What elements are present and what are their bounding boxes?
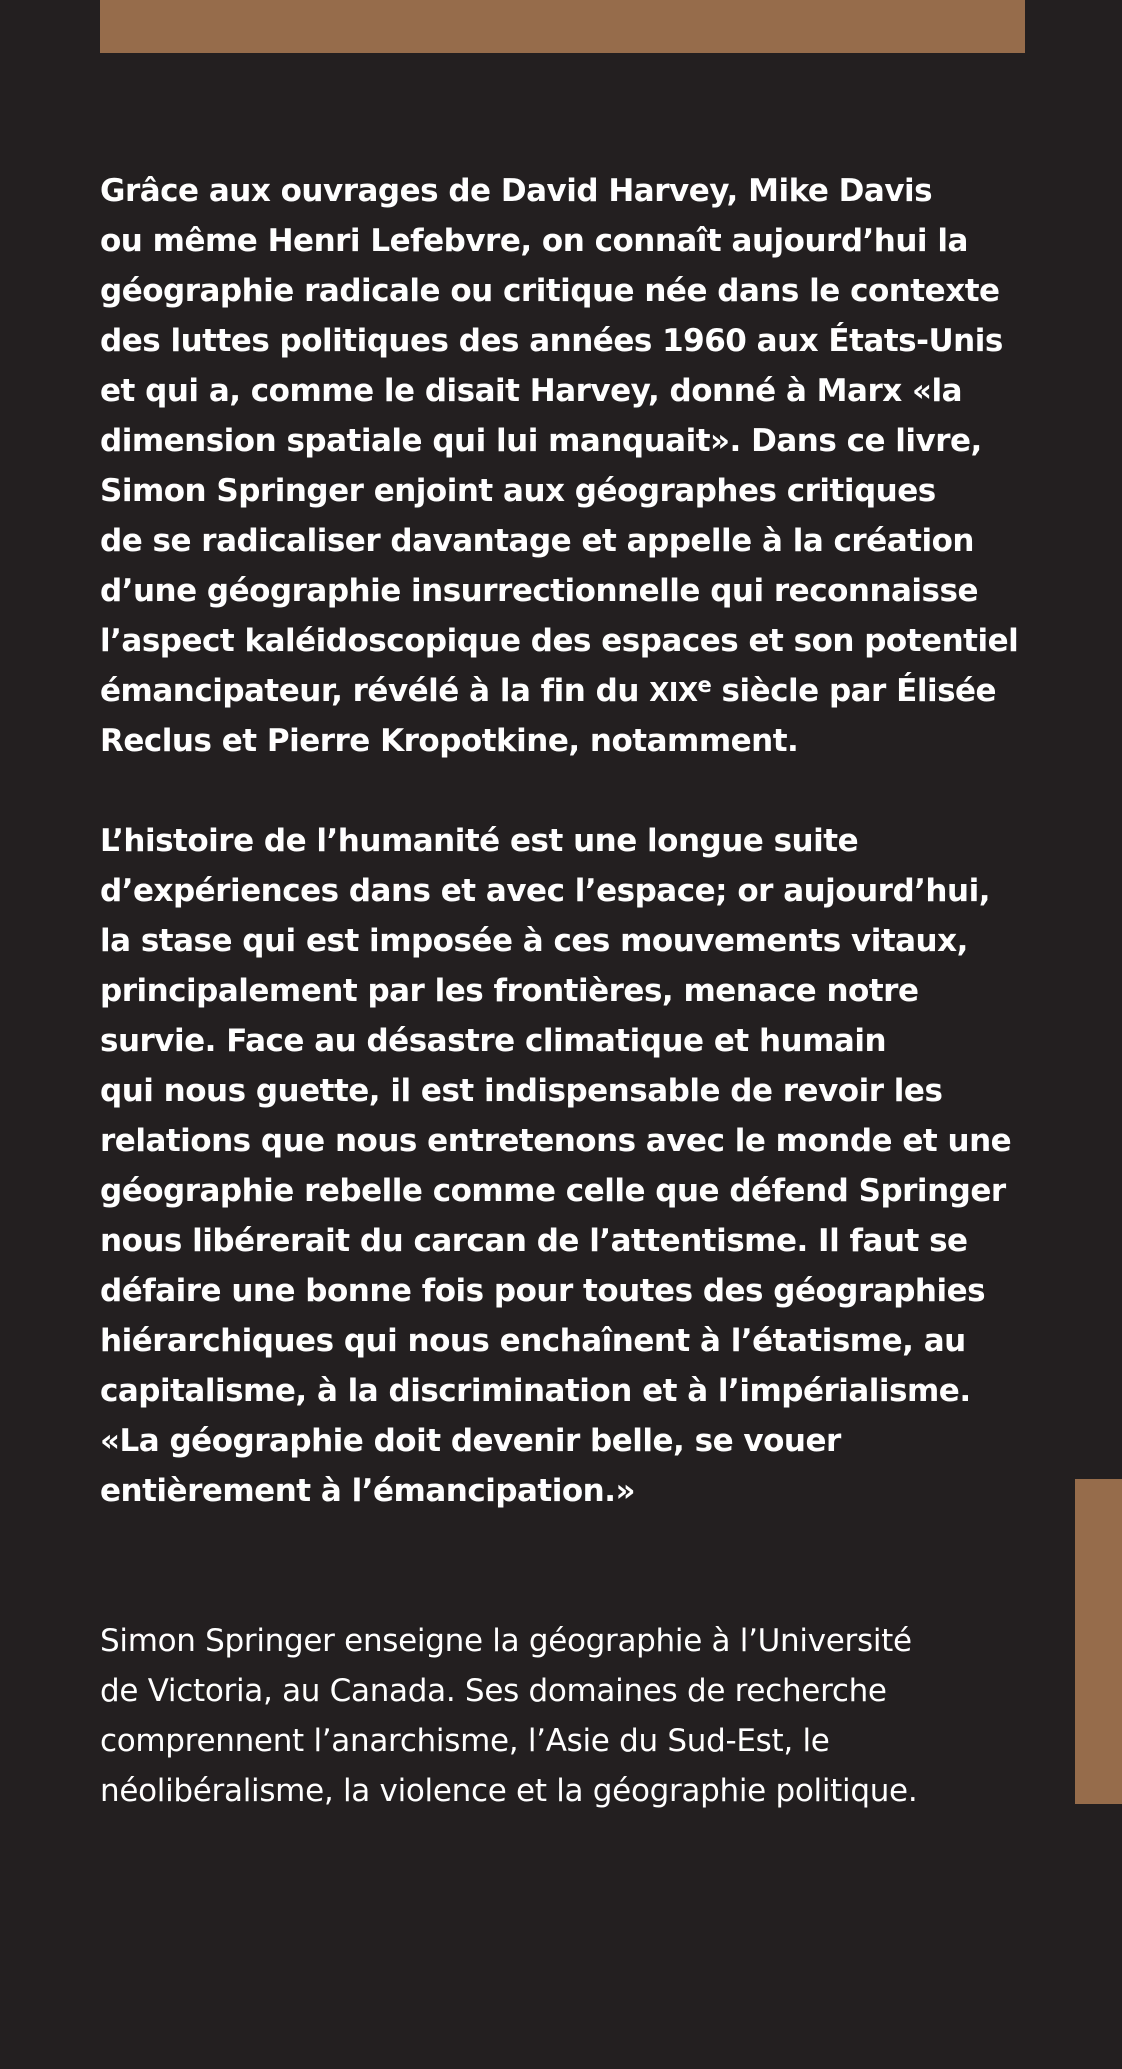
text-line: de Victoria, au Canada. Ses domaines de recherche: [100, 1673, 887, 1709]
side-accent-bar: [1075, 1479, 1122, 1804]
text-line: principalement par les frontières, menace notre: [100, 973, 919, 1009]
text-line: et qui a, comme le disait Harvey, donné à Marx «la: [100, 373, 963, 409]
text-line: géographie rebelle comme celle que défend Springer: [100, 1173, 1006, 1209]
author-bio: [100, 1616, 917, 1816]
text-segment: émancipateur, révélé à la fin du: [100, 673, 650, 709]
text-line: de se radicaliser davantage et appelle à la création: [100, 523, 974, 559]
text-line: hiérarchiques qui nous enchaînent à l’étatisme, au: [100, 1323, 966, 1359]
text-line: comprennent l’anarchisme, l’Asie du Sud-Est, le: [100, 1723, 830, 1759]
text-segment: siècle par Élisée: [711, 673, 997, 709]
century-suffix: e: [697, 673, 712, 697]
text-line-century: [100, 666, 1018, 716]
text-line: relations que nous entretenons avec le monde et une: [100, 1123, 1012, 1159]
text-line: la stase qui est imposée à ces mouvements vitaux,: [100, 923, 968, 959]
text-line: des luttes politiques des années 1960 aux États-Unis: [100, 323, 1003, 359]
text-line: néolibéralisme, la violence et la géographie politique.: [100, 1773, 918, 1809]
text-line: Grâce aux ouvrages de David Harvey, Mike Davis: [100, 173, 933, 209]
text-line: L’histoire de l’humanité est une longue suite: [100, 823, 859, 859]
text-line: Reclus et Pierre Kropotkine, notamment.: [100, 723, 799, 759]
top-accent-bar: [100, 0, 1025, 53]
text-line: survie. Face au désastre climatique et humain: [100, 1023, 887, 1059]
text-line: entièrement à l’émancipation.»: [100, 1473, 636, 1509]
text-line: qui nous guette, il est indispensable de revoir les: [100, 1073, 943, 1109]
text-line: d’expériences dans et avec l’espace; or aujourd’hui,: [100, 873, 990, 909]
text-line: défaire une bonne fois pour toutes des géographies: [100, 1273, 986, 1309]
text-line: Simon Springer enjoint aux géographes critiques: [100, 473, 936, 509]
text-line: d’une géographie insurrectionnelle qui reconnaisse: [100, 573, 978, 609]
text-line: capitalisme, à la discrimination et à l’impérialisme.: [100, 1373, 971, 1409]
text-line: «La géographie doit devenir belle, se vouer: [100, 1423, 841, 1459]
text-line: géographie radicale ou critique née dans le contexte: [100, 273, 1000, 309]
text-line: dimension spatiale qui lui manquait». Dans ce livre,: [100, 423, 982, 459]
text-line: nous libérerait du carcan de l’attentisme. Il faut se: [100, 1223, 968, 1259]
century-numeral: XIX: [649, 678, 698, 708]
text-line: Simon Springer enseigne la géographie à l’Université: [100, 1623, 912, 1659]
summary-paragraph-1: [100, 166, 1018, 766]
text-line: ou même Henri Lefebvre, on connaît aujourd’hui la: [100, 223, 968, 259]
summary-paragraph-2: [100, 816, 1011, 1516]
text-line: l’aspect kaléidoscopique des espaces et son potentiel: [100, 623, 1019, 659]
